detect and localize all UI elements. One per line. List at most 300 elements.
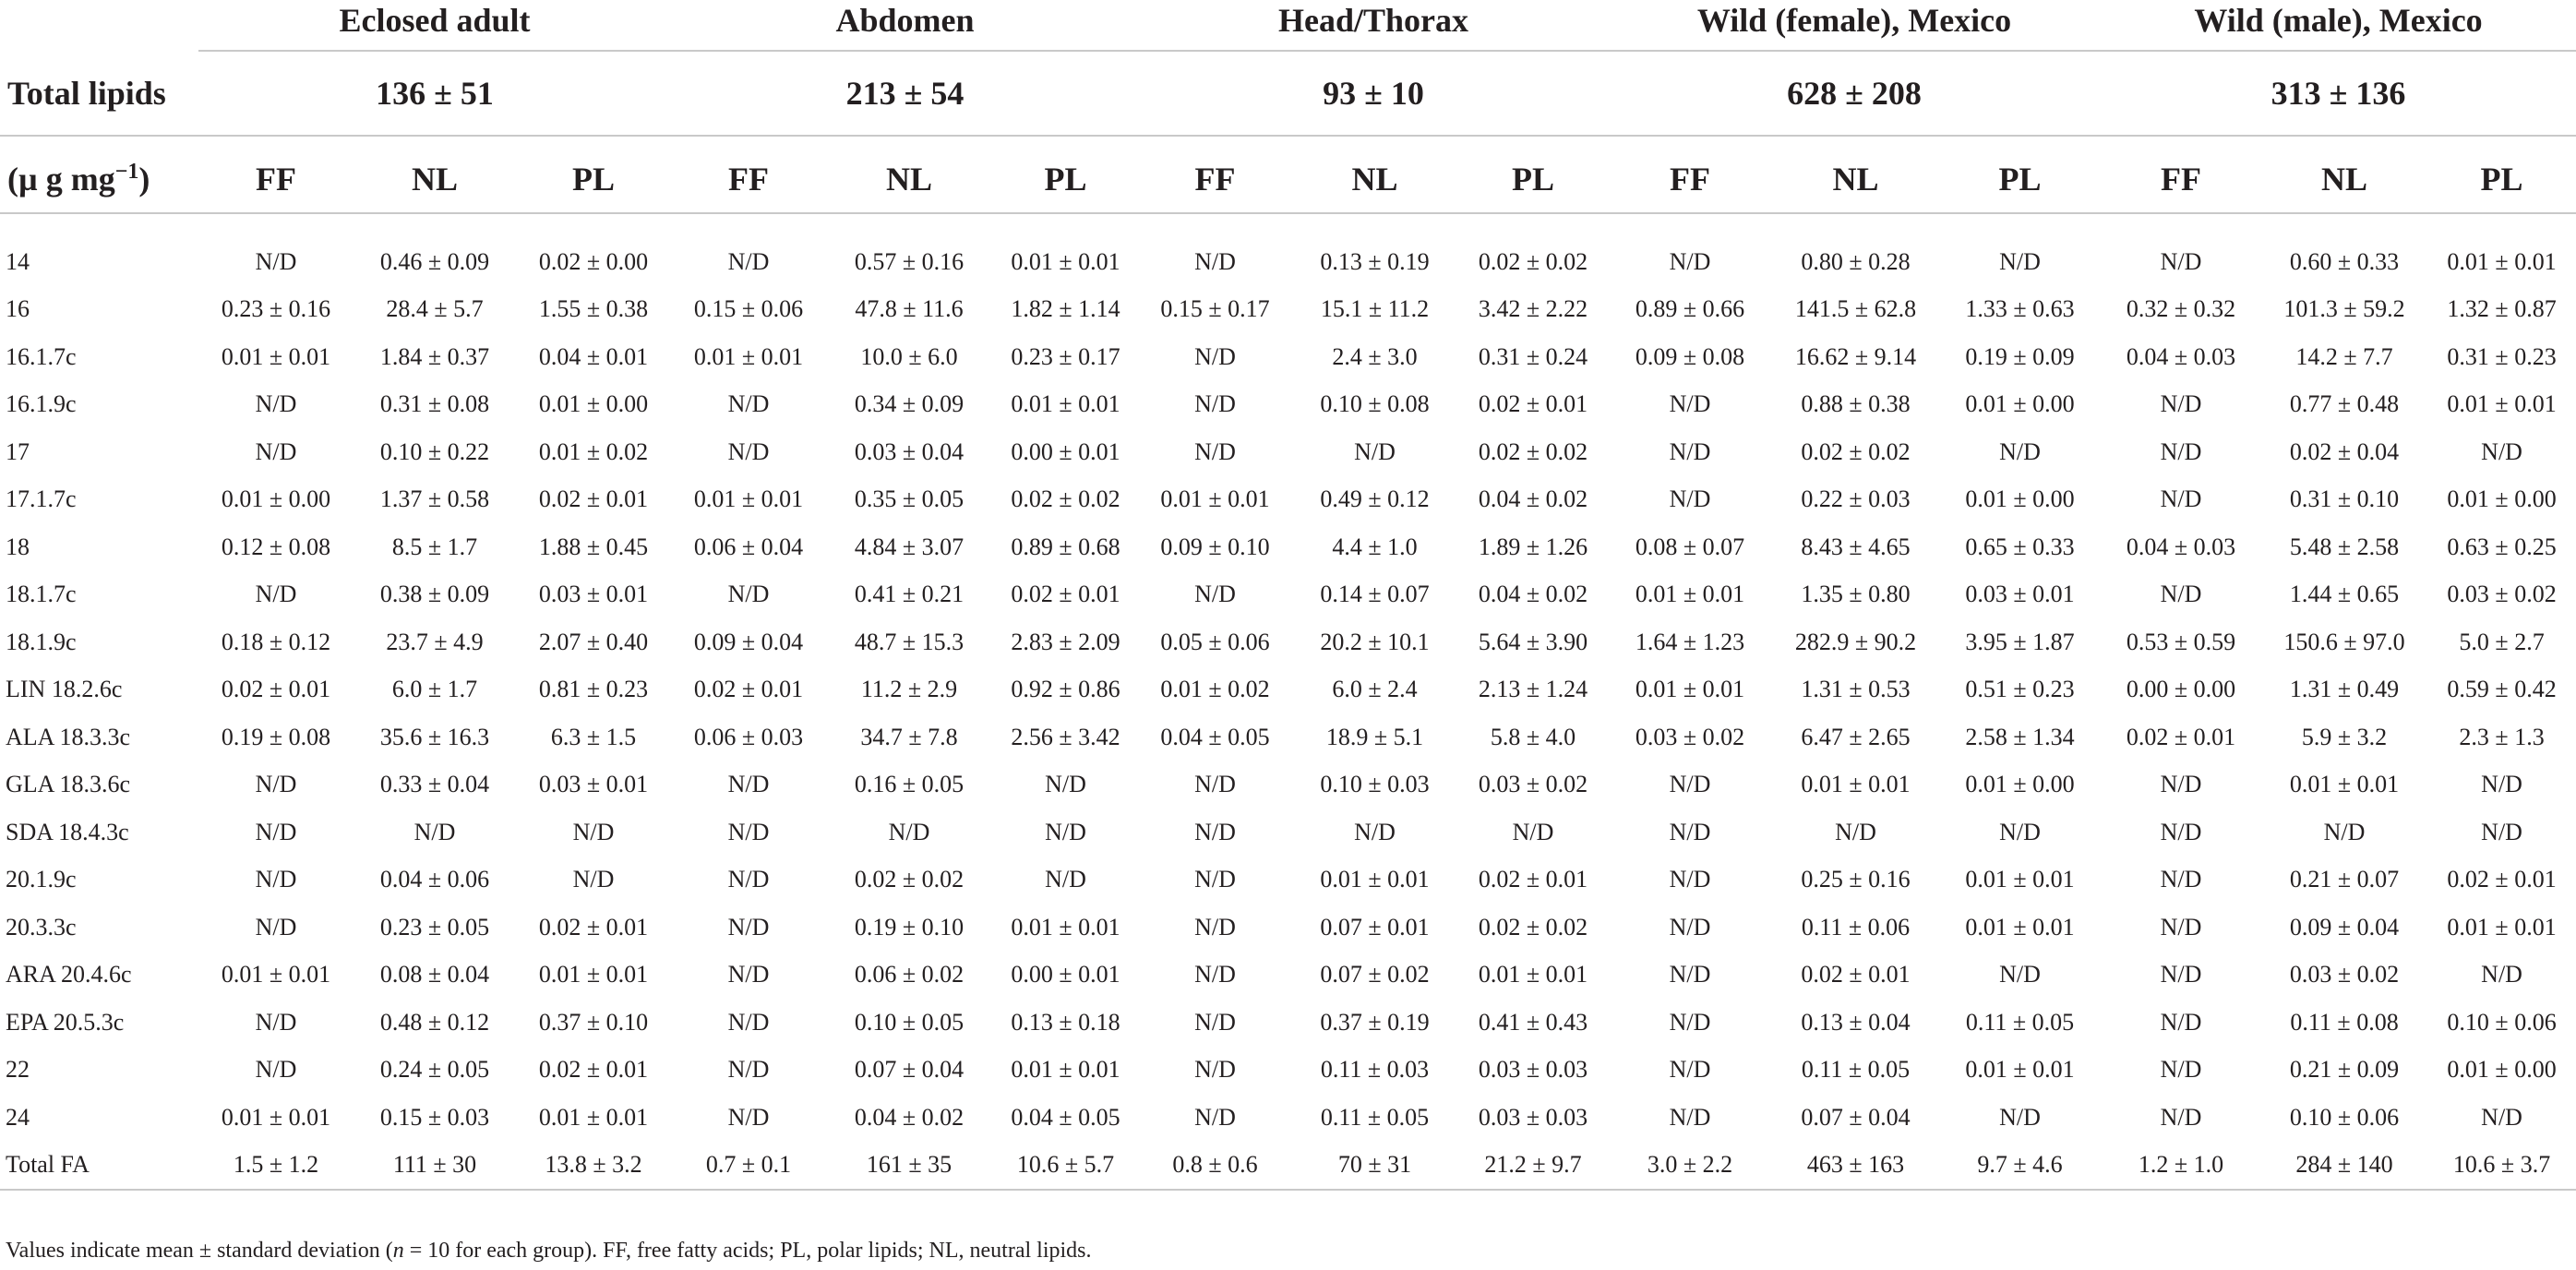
- table-cell: 0.04 ± 0.05: [1011, 1103, 1120, 1131]
- table-cell: 0.00 ± 0.00: [2126, 676, 2236, 703]
- total-lipids-value: 93 ± 10: [1323, 75, 1424, 112]
- table-cell: 0.00 ± 0.01: [1011, 437, 1120, 465]
- table-cell: 0.01 ± 0.01: [1965, 1056, 2075, 1084]
- table-cell: 5.64 ± 3.90: [1478, 628, 1588, 655]
- table-cell: 0.41 ± 0.43: [1478, 1008, 1588, 1036]
- table-row: [0, 666, 2576, 714]
- table-cell: 0.07 ± 0.02: [1320, 961, 1430, 988]
- table-cell: 8.43 ± 4.65: [1801, 533, 1911, 560]
- footnote-text: Values indicate mean ± standard deviation (: [6, 1239, 393, 1263]
- table-cell: 0.04 ± 0.06: [379, 866, 490, 893]
- table-cell: 0.89 ± 0.68: [1011, 533, 1120, 560]
- table-cell: 0.01 ± 0.01: [2447, 913, 2557, 941]
- table-cell: 11.2 ± 2.9: [860, 676, 958, 703]
- row-label: 16: [6, 295, 30, 323]
- table-cell: N/D: [1669, 961, 1711, 988]
- table-body: [0, 238, 2576, 1190]
- table-cell: 0.01 ± 0.01: [1635, 676, 1745, 703]
- table-cell: N/D: [1194, 247, 1236, 275]
- table-cell: N/D: [727, 913, 770, 941]
- table-cell: 0.46 ± 0.09: [379, 247, 490, 275]
- table-cell: 0.31 ± 0.23: [2447, 342, 2557, 370]
- table-cell: 1.84 ± 0.37: [379, 342, 490, 370]
- table-cell: 0.01 ± 0.01: [1011, 390, 1120, 418]
- table-cell: 0.24 ± 0.05: [379, 1056, 490, 1084]
- total-lipids-row: [0, 61, 2576, 126]
- table-cell: N/D: [727, 247, 770, 275]
- table-cell: N/D: [1669, 1056, 1711, 1084]
- table-cell: 0.92 ± 0.86: [1011, 676, 1120, 703]
- table-cell: N/D: [1669, 390, 1711, 418]
- table-cell: 0.08 ± 0.04: [379, 961, 490, 988]
- table-cell: 1.2 ± 1.0: [2101, 1142, 2261, 1191]
- row-label: 22: [6, 1056, 30, 1084]
- table-cell: 463 ± 163: [1772, 1142, 1939, 1191]
- table-cell: N/D: [2160, 913, 2202, 941]
- table-cell: N/D: [2160, 1056, 2202, 1084]
- table-cell: N/D: [255, 247, 297, 275]
- table-cell: N/D: [1999, 437, 2041, 465]
- table-cell: 0.25 ± 0.16: [1801, 866, 1911, 893]
- table-cell: 0.04 ± 0.01: [538, 342, 649, 370]
- table-cell: 1.35 ± 0.80: [1801, 581, 1911, 608]
- table-cell: 0.01 ± 0.01: [538, 961, 649, 988]
- table-row: [0, 952, 2576, 1000]
- group-header: Head/Thorax: [1278, 2, 1469, 39]
- table-cell: 0.06 ± 0.04: [693, 533, 804, 560]
- table-cell: 2.07 ± 0.40: [538, 628, 649, 655]
- table-cell: 1.44 ± 0.65: [2289, 581, 2400, 608]
- table-cell: 0.10 ± 0.03: [1320, 771, 1430, 798]
- row-label: GLA 18.3.6c: [6, 771, 131, 798]
- table-cell: 0.07 ± 0.01: [1320, 913, 1430, 941]
- table-cell: 0.07 ± 0.04: [1801, 1103, 1911, 1131]
- table-cell: 0.33 ± 0.04: [379, 771, 490, 798]
- column-header-ff: FF: [256, 161, 296, 198]
- table-cell: 0.03 ± 0.01: [538, 581, 649, 608]
- row-label: ALA 18.3.3c: [6, 723, 131, 750]
- row-label: 20.3.3c: [6, 913, 77, 941]
- header-separator: [0, 213, 2576, 238]
- table-cell: N/D: [727, 818, 770, 845]
- unit-close: ): [138, 161, 150, 198]
- table-cell: 0.04 ± 0.03: [2126, 533, 2236, 560]
- row-label: 18: [6, 533, 30, 560]
- row-label: 17: [6, 437, 30, 465]
- table-cell: 0.11 ± 0.05: [1965, 1008, 2075, 1036]
- table-cell: 0.11 ± 0.05: [1801, 1056, 1911, 1084]
- table-cell: N/D: [1669, 1008, 1711, 1036]
- table-cell: 0.01 ± 0.01: [221, 1103, 331, 1131]
- table-cell: N/D: [255, 581, 297, 608]
- table-cell: 0.01 ± 0.01: [2447, 247, 2557, 275]
- table-cell: 0.13 ± 0.18: [1011, 1008, 1120, 1036]
- table-cell: 1.64 ± 1.23: [1635, 628, 1745, 655]
- table-cell: 0.01 ± 0.01: [1011, 247, 1120, 275]
- table-cell: 16.62 ± 9.14: [1794, 342, 1917, 370]
- table-cell: 0.01 ± 0.01: [2289, 771, 2400, 798]
- table-cell: N/D: [2160, 1103, 2202, 1131]
- table-cell: 0.01 ± 0.01: [1965, 913, 2075, 941]
- table-cell: N/D: [1194, 866, 1236, 893]
- table-cell: N/D: [2160, 390, 2202, 418]
- table-cell: 5.48 ± 2.58: [2289, 533, 2400, 560]
- table-cell: 1.82 ± 1.14: [1011, 295, 1120, 323]
- table-cell: 10.6 ± 3.7: [2427, 1142, 2576, 1191]
- table-cell: 0.02 ± 0.01: [2126, 723, 2236, 750]
- table-cell: 0.01 ± 0.00: [2447, 1056, 2557, 1084]
- table-cell: 0.02 ± 0.01: [221, 676, 331, 703]
- row-label: 18.1.7c: [6, 581, 77, 608]
- table-cell: N/D: [255, 771, 297, 798]
- table-cell: 0.19 ± 0.08: [221, 723, 331, 750]
- column-header-pl: PL: [2480, 161, 2523, 198]
- table-cell: 0.19 ± 0.09: [1965, 342, 2075, 370]
- table-cell: N/D: [1669, 771, 1711, 798]
- table-cell: 0.13 ± 0.19: [1320, 247, 1430, 275]
- table-cell: N/D: [1354, 818, 1396, 845]
- table-cell: N/D: [727, 1103, 770, 1131]
- table-cell: N/D: [727, 771, 770, 798]
- table-cell: 0.01 ± 0.00: [538, 390, 649, 418]
- table-cell: 0.34 ± 0.09: [854, 390, 965, 418]
- table-cell: 1.89 ± 1.26: [1478, 533, 1588, 560]
- column-header-ff: FF: [1194, 161, 1236, 198]
- table-cell: 70 ± 31: [1291, 1142, 1458, 1191]
- table-cell: N/D: [1999, 961, 2041, 988]
- table-row: [0, 428, 2576, 476]
- table-cell: N/D: [255, 437, 297, 465]
- column-header-nl: NL: [885, 161, 932, 198]
- table-cell: 0.10 ± 0.06: [2289, 1103, 2400, 1131]
- table-cell: N/D: [1669, 437, 1711, 465]
- row-label: EPA 20.5.3c: [6, 1008, 125, 1036]
- table-row: [0, 476, 2576, 524]
- table-cell: 0.15 ± 0.06: [693, 295, 804, 323]
- table-cell: 2.83 ± 2.09: [1011, 628, 1120, 655]
- table-cell: N/D: [1669, 818, 1711, 845]
- column-header-pl: PL: [1998, 161, 2042, 198]
- group-header: Wild (male), Mexico: [2194, 2, 2483, 39]
- table-cell: 0.53 ± 0.59: [2126, 628, 2236, 655]
- table-cell: N/D: [572, 818, 615, 845]
- table-cell: 5.9 ± 3.2: [2301, 723, 2388, 750]
- table-cell: 0.02 ± 0.02: [1478, 247, 1588, 275]
- row-label: 16.1.9c: [6, 390, 77, 418]
- table-cell: N/D: [255, 1056, 297, 1084]
- table-cell: 10.0 ± 6.0: [860, 342, 958, 370]
- table-cell: 0.04 ± 0.02: [1478, 581, 1588, 608]
- table-cell: 0.51 ± 0.23: [1965, 676, 2075, 703]
- table-cell: N/D: [1194, 1008, 1236, 1036]
- table-cell: 18.9 ± 5.1: [1325, 723, 1424, 750]
- table-cell: N/D: [1669, 247, 1711, 275]
- table-cell: N/D: [1194, 1056, 1236, 1084]
- footnote-n: n: [392, 1239, 404, 1263]
- table-cell: 0.01 ± 0.01: [1801, 771, 1911, 798]
- table-cell: 0.23 ± 0.17: [1011, 342, 1120, 370]
- table-cell: 0.22 ± 0.03: [1801, 485, 1911, 513]
- row-label: 24: [6, 1103, 30, 1131]
- table-cell: 0.10 ± 0.06: [2447, 1008, 2557, 1036]
- table-cell: 0.08 ± 0.07: [1635, 533, 1745, 560]
- table-cell: 2.3 ± 1.3: [2459, 723, 2545, 750]
- table-cell: 23.7 ± 4.9: [386, 628, 484, 655]
- table-cell: N/D: [1669, 866, 1711, 893]
- table-row: [0, 713, 2576, 761]
- table-cell: N/D: [255, 1008, 297, 1036]
- table-cell: N/D: [727, 390, 770, 418]
- table-cell: N/D: [1512, 818, 1554, 845]
- table-cell: 0.63 ± 0.25: [2447, 533, 2557, 560]
- table-cell: 0.02 ± 0.00: [538, 247, 649, 275]
- table-cell: 0.09 ± 0.10: [1160, 533, 1270, 560]
- table-cell: N/D: [1194, 913, 1236, 941]
- table-cell: 15.1 ± 11.2: [1320, 295, 1430, 323]
- table-cell: 0.09 ± 0.04: [693, 628, 804, 655]
- table-cell: 0.02 ± 0.01: [1478, 866, 1588, 893]
- table-cell: 0.01 ± 0.01: [2447, 390, 2557, 418]
- table-cell: 0.01 ± 0.01: [538, 1103, 649, 1131]
- table-cell: N/D: [2481, 437, 2522, 465]
- table-cell: 20.2 ± 10.1: [1320, 628, 1430, 655]
- table-cell: 0.01 ± 0.01: [1478, 961, 1588, 988]
- table-cell: 111 ± 30: [353, 1142, 516, 1191]
- row-label: LIN 18.2.6c: [6, 676, 123, 703]
- table-cell: 0.09 ± 0.04: [2289, 913, 2400, 941]
- table-cell: 0.01 ± 0.01: [1635, 581, 1745, 608]
- table-cell: 6.3 ± 1.5: [550, 723, 637, 750]
- table-row: [0, 1094, 2576, 1142]
- table-cell: 0.8 ± 0.6: [1139, 1142, 1291, 1191]
- table-cell: 0.01 ± 0.01: [1160, 485, 1270, 513]
- table-cell: 0.31 ± 0.08: [379, 390, 490, 418]
- table-cell: N/D: [1194, 581, 1236, 608]
- table-cell: 0.02 ± 0.02: [1011, 485, 1120, 513]
- unit-exponent: −1: [114, 160, 139, 184]
- table-cell: 0.03 ± 0.02: [2447, 581, 2557, 608]
- table-cell: N/D: [727, 866, 770, 893]
- table-cell: N/D: [1045, 818, 1086, 845]
- table-cell: 13.8 ± 3.2: [516, 1142, 671, 1191]
- table-cell: N/D: [2160, 961, 2202, 988]
- table-cell: N/D: [1999, 247, 2041, 275]
- table-cell: 3.42 ± 2.22: [1478, 295, 1588, 323]
- table-cell: 0.01 ± 0.01: [221, 961, 331, 988]
- column-header-pl: PL: [1044, 161, 1087, 198]
- group-header: Abdomen: [835, 2, 975, 39]
- table-row: [0, 571, 2576, 619]
- table-cell: N/D: [255, 390, 297, 418]
- table-cell: N/D: [2160, 581, 2202, 608]
- table-cell: 0.01 ± 0.01: [693, 342, 804, 370]
- table-cell: 0.02 ± 0.01: [1478, 390, 1588, 418]
- table-cell: 14.2 ± 7.7: [2295, 342, 2393, 370]
- footnote-text-end: = 10 for each group). FF, free fatty acids; PL, polar lipids; NL, neutral lipids.: [403, 1239, 1092, 1263]
- table-cell: 1.88 ± 0.45: [538, 533, 649, 560]
- table-row: [0, 618, 2576, 666]
- table-cell: N/D: [413, 818, 456, 845]
- table-cell: 0.04 ± 0.05: [1160, 723, 1270, 750]
- table-cell: 0.60 ± 0.33: [2289, 247, 2400, 275]
- column-header-nl: NL: [1351, 161, 1398, 198]
- table-cell: N/D: [727, 1056, 770, 1084]
- table-cell: N/D: [1194, 437, 1236, 465]
- table-cell: 0.65 ± 0.33: [1965, 533, 2075, 560]
- table-cell: N/D: [2160, 818, 2202, 845]
- table-cell: 0.04 ± 0.03: [2126, 342, 2236, 370]
- table-cell: 0.10 ± 0.22: [379, 437, 490, 465]
- table-cell: N/D: [2481, 1103, 2522, 1131]
- table-cell: 0.00 ± 0.01: [1011, 961, 1120, 988]
- table-cell: 0.03 ± 0.01: [538, 771, 649, 798]
- table-cell: 0.02 ± 0.02: [1478, 437, 1588, 465]
- table-cell: 0.01 ± 0.01: [1011, 913, 1120, 941]
- table-cell: 1.31 ± 0.49: [2289, 676, 2400, 703]
- table-cell: N/D: [2481, 961, 2522, 988]
- table-cell: 0.06 ± 0.03: [693, 723, 804, 750]
- table-row: [0, 904, 2576, 952]
- table-cell: 141.5 ± 62.8: [1794, 295, 1917, 323]
- table-cell: 0.01 ± 0.00: [221, 485, 331, 513]
- table-cell: 0.10 ± 0.08: [1320, 390, 1430, 418]
- table-row: [0, 761, 2576, 809]
- table-cell: 4.84 ± 3.07: [854, 533, 965, 560]
- table-cell: N/D: [572, 866, 615, 893]
- table-cell: 21.2 ± 9.7: [1458, 1142, 1608, 1191]
- table-cell: 0.31 ± 0.24: [1478, 342, 1588, 370]
- table-cell: N/D: [1194, 961, 1236, 988]
- table-cell: N/D: [1045, 771, 1086, 798]
- table-cell: N/D: [727, 961, 770, 988]
- table-cell: N/D: [2160, 1008, 2202, 1036]
- table-cell: N/D: [1194, 1103, 1236, 1131]
- table-cell: 6.47 ± 2.65: [1801, 723, 1911, 750]
- table-cell: 3.0 ± 2.2: [1608, 1142, 1772, 1191]
- table-cell: 282.9 ± 90.2: [1794, 628, 1917, 655]
- table-cell: 0.49 ± 0.12: [1320, 485, 1430, 513]
- table-cell: 0.05 ± 0.06: [1160, 628, 1270, 655]
- table-cell: 0.11 ± 0.03: [1320, 1056, 1430, 1084]
- table-cell: N/D: [1194, 390, 1236, 418]
- table-cell: 0.15 ± 0.03: [379, 1103, 490, 1131]
- table-cell: 0.12 ± 0.08: [221, 533, 331, 560]
- table-cell: 0.41 ± 0.21: [854, 581, 965, 608]
- table-cell: 0.37 ± 0.10: [538, 1008, 649, 1036]
- table-cell: 0.16 ± 0.05: [854, 771, 965, 798]
- table-cell: 0.88 ± 0.38: [1801, 390, 1911, 418]
- table-cell: 0.02 ± 0.02: [1801, 437, 1911, 465]
- table-cell: 0.37 ± 0.19: [1320, 1008, 1430, 1036]
- table-row: [0, 333, 2576, 381]
- column-header-ff: FF: [1670, 161, 1711, 198]
- table-cell: 0.19 ± 0.10: [854, 913, 965, 941]
- table-cell: 161 ± 35: [826, 1142, 992, 1191]
- table-cell: N/D: [255, 913, 297, 941]
- table-cell: 0.35 ± 0.05: [854, 485, 965, 513]
- table-footnote: [6, 1239, 1092, 1264]
- table-cell: 0.01 ± 0.00: [1965, 390, 2075, 418]
- table-cell: N/D: [1999, 1103, 2041, 1131]
- table-cell: 6.0 ± 2.4: [1332, 676, 1418, 703]
- row-label: 18.1.9c: [6, 628, 77, 655]
- table-cell: N/D: [2481, 818, 2522, 845]
- table-cell: 0.23 ± 0.05: [379, 913, 490, 941]
- table-cell: 0.02 ± 0.01: [2447, 866, 2557, 893]
- table-cell: 0.07 ± 0.04: [854, 1056, 965, 1084]
- header-rule-row: [0, 41, 2576, 61]
- table-cell: 0.77 ± 0.48: [2289, 390, 2400, 418]
- row-label: SDA 18.4.3c: [6, 818, 129, 845]
- table-cell: 2.56 ± 3.42: [1011, 723, 1120, 750]
- table-cell: 28.4 ± 5.7: [386, 295, 484, 323]
- table-cell: N/D: [2160, 485, 2202, 513]
- table-cell: 6.0 ± 1.7: [391, 676, 478, 703]
- column-header-nl: NL: [1832, 161, 1879, 198]
- table-cell: N/D: [1354, 437, 1396, 465]
- row-label: Total FA: [0, 1142, 198, 1191]
- table-row: [0, 1047, 2576, 1095]
- table-cell: 1.5 ± 1.2: [198, 1142, 353, 1191]
- group-header: Wild (female), Mexico: [1696, 2, 2012, 39]
- total-lipids-value: 136 ± 51: [376, 75, 494, 112]
- table-row: [0, 809, 2576, 857]
- table-cell: N/D: [1669, 1103, 1711, 1131]
- table-cell: 0.03 ± 0.03: [1478, 1103, 1588, 1131]
- table-cell: 0.21 ± 0.07: [2289, 866, 2400, 893]
- table-cell: 0.03 ± 0.02: [1635, 723, 1745, 750]
- table-cell: 2.4 ± 3.0: [1332, 342, 1418, 370]
- table-cell: N/D: [2160, 771, 2202, 798]
- total-lipids-value: 213 ± 54: [845, 75, 965, 112]
- table-cell: 0.03 ± 0.04: [854, 437, 965, 465]
- table-row: [0, 523, 2576, 571]
- table-cell: N/D: [1669, 485, 1711, 513]
- table-cell: N/D: [727, 581, 770, 608]
- table-cell: 4.4 ± 1.0: [1332, 533, 1418, 560]
- table-cell: 0.01 ± 0.02: [1160, 676, 1270, 703]
- table-cell: N/D: [1999, 818, 2041, 845]
- table-cell: N/D: [888, 818, 930, 845]
- table-cell: 0.10 ± 0.05: [854, 1008, 965, 1036]
- table-row: [0, 1142, 2576, 1191]
- table-cell: 0.02 ± 0.04: [2289, 437, 2400, 465]
- group-header: Eclosed adult: [339, 2, 531, 39]
- table-cell: N/D: [727, 1008, 770, 1036]
- table-cell: 0.01 ± 0.00: [1965, 771, 2075, 798]
- table-cell: N/D: [1669, 913, 1711, 941]
- table-cell: 2.58 ± 1.34: [1965, 723, 2075, 750]
- table-cell: 0.48 ± 0.12: [379, 1008, 490, 1036]
- table-cell: 0.01 ± 0.01: [221, 342, 331, 370]
- table-row: [0, 999, 2576, 1047]
- table-cell: 0.23 ± 0.16: [221, 295, 331, 323]
- column-header-nl: NL: [411, 161, 458, 198]
- table-cell: 0.31 ± 0.10: [2289, 485, 2400, 513]
- table-cell: 0.59 ± 0.42: [2447, 676, 2557, 703]
- table-cell: 0.03 ± 0.02: [1478, 771, 1588, 798]
- table-cell: 0.01 ± 0.00: [2447, 485, 2557, 513]
- column-header-ff: FF: [2161, 161, 2202, 198]
- total-rule-row: [0, 126, 2576, 146]
- total-lipids-value: 313 ± 136: [2270, 75, 2406, 112]
- table-cell: 0.03 ± 0.02: [2289, 961, 2400, 988]
- table-cell: 2.13 ± 1.24: [1478, 676, 1588, 703]
- table-cell: 1.55 ± 0.38: [538, 295, 649, 323]
- row-label: 14: [6, 247, 30, 275]
- total-lipids-value: 628 ± 208: [1787, 75, 1922, 112]
- table-cell: 0.01 ± 0.01: [1320, 866, 1430, 893]
